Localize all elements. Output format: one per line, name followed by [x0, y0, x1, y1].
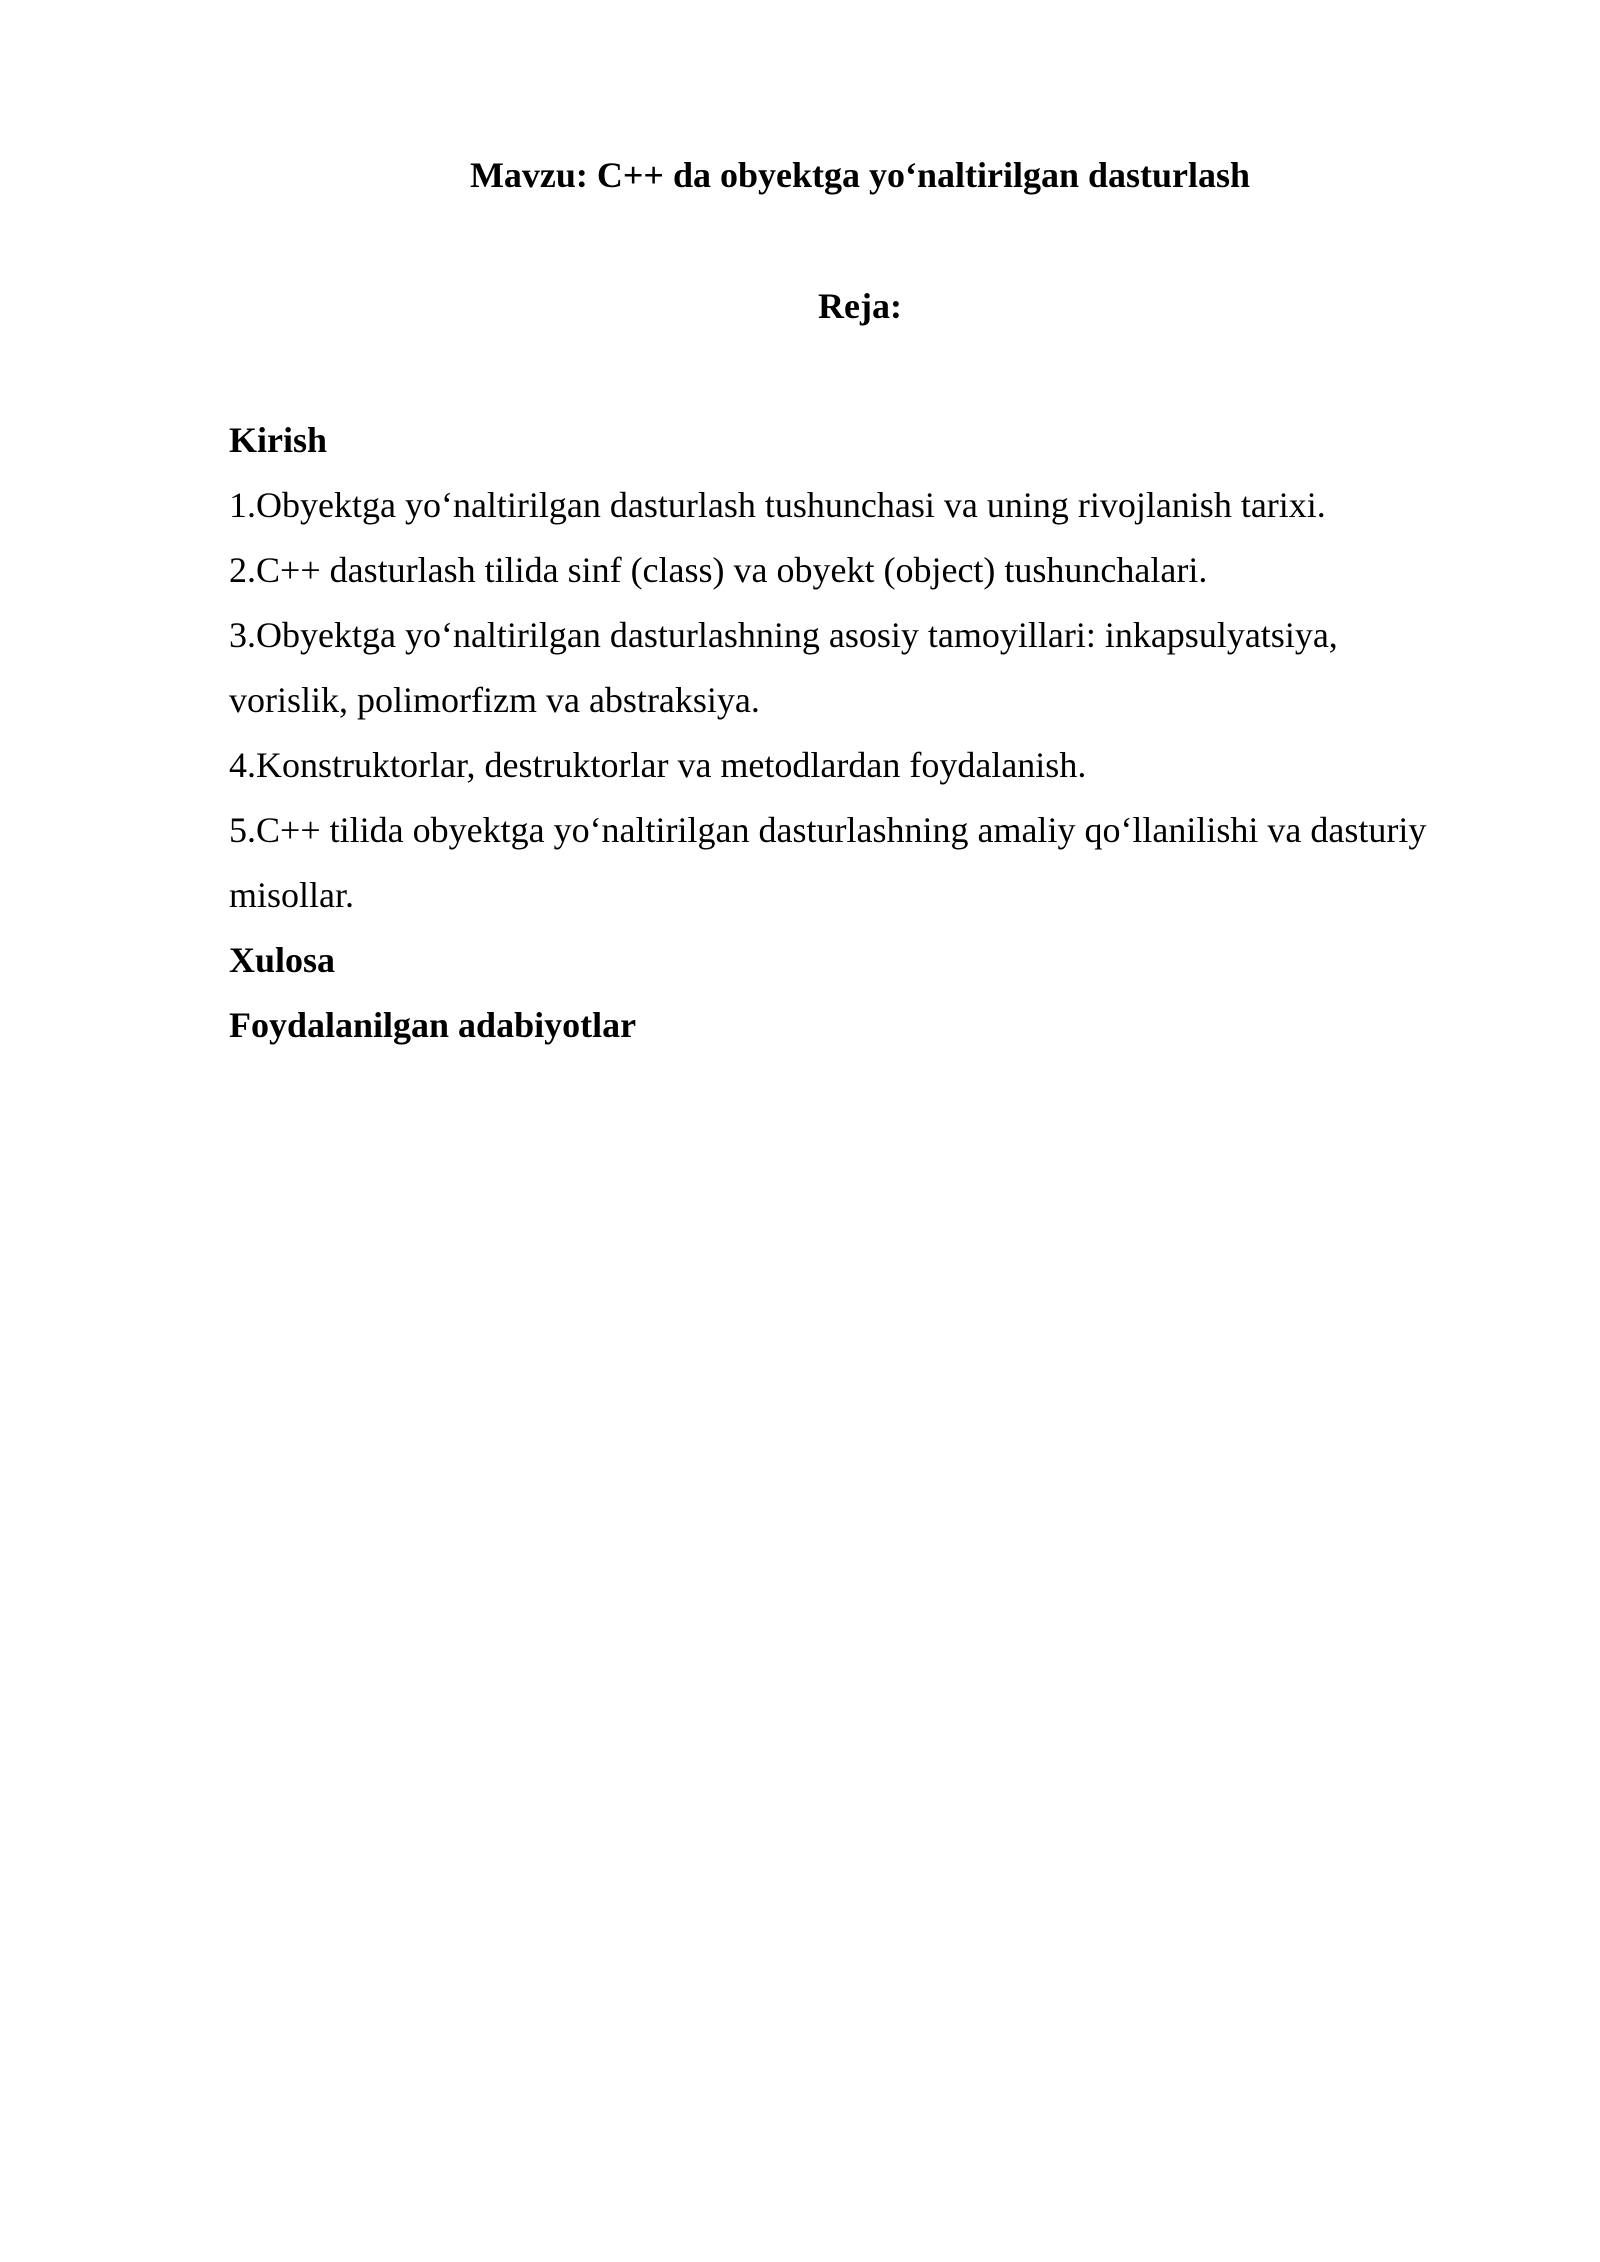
section-intro: Kirish	[229, 420, 328, 460]
plan-item-3: 3.Obyektga yo‘naltirilgan dasturlashning asosiy tamoyillari: inkapsulyatsiya,	[229, 615, 1338, 655]
plan-item-1: 1.Obyektga yo‘naltirilgan dasturlash tushunchasi va uning rivojlanish tarixi.	[229, 485, 1326, 525]
plan-item-2: 2.C++ dasturlash tilida sinf (class) va obyekt (object) tushunchalari.	[229, 550, 1208, 590]
document-title: Mavzu: C++ da obyektga yo‘naltirilgan dasturlash	[469, 155, 1251, 195]
plan-item-4: 4.Konstruktorlar, destruktorlar va metodlardan foydalanish.	[229, 745, 1087, 785]
plan-item-5: 5.C++ tilida obyektga yo‘naltirilgan dasturlashning amaliy qo‘llanilishi va dasturiy	[229, 810, 1427, 850]
plan-heading: Reja:	[818, 286, 902, 326]
plan-item-3-continued: vorislik, polimorfizm va abstraksiya.	[229, 680, 760, 720]
section-conclusion: Xulosa	[229, 940, 336, 980]
plan-list	[229, 408, 1529, 1058]
plan-item-5-continued: misollar.	[229, 875, 354, 915]
section-references: Foydalanilgan adabiyotlar	[229, 1005, 637, 1045]
